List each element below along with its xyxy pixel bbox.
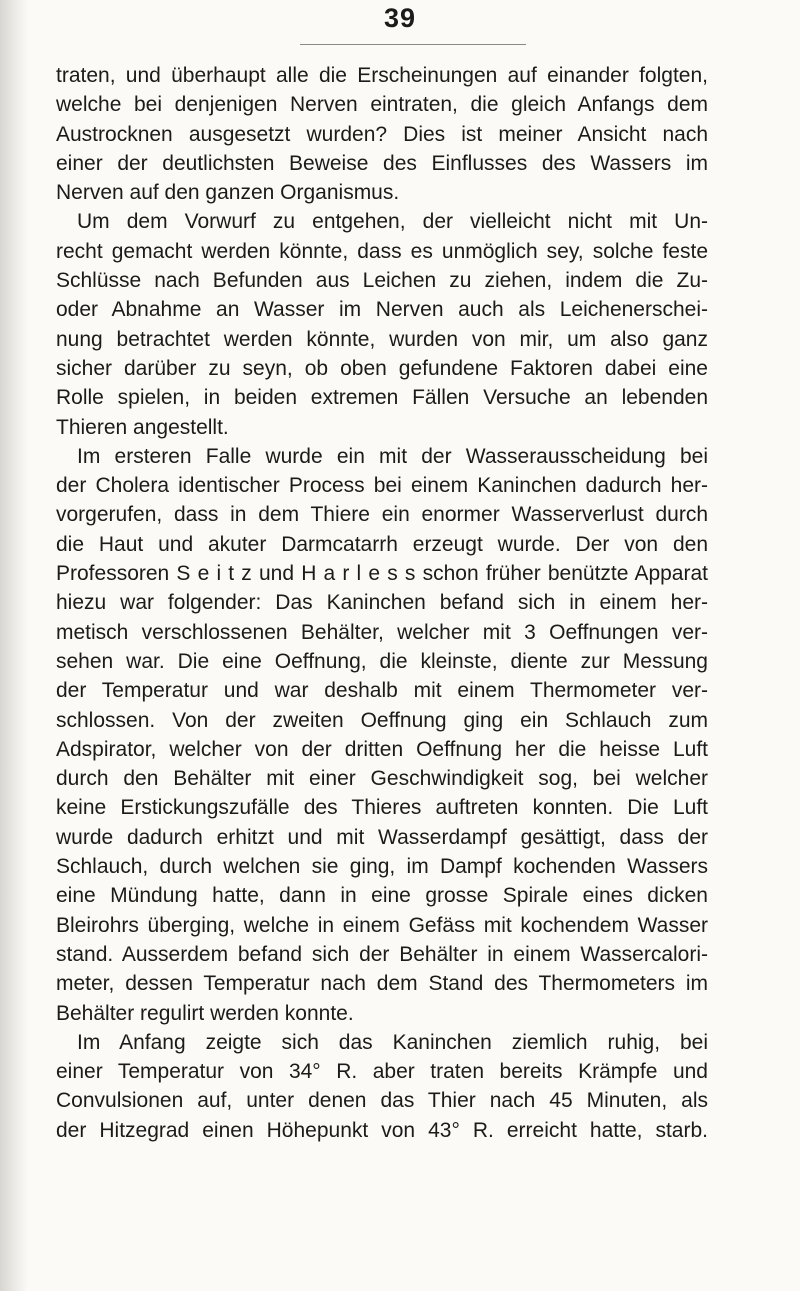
text-line: meter, dessen Temperatur nach dem Stand des Thermometers im	[56, 972, 708, 996]
header-rule	[300, 44, 526, 45]
text-line: Adspirator, welcher von der dritten Oeffnung her die heisse Luft	[56, 737, 708, 761]
text-line: welche bei denjenigen Nerven eintraten, die gleich Anfangs dem	[56, 93, 708, 117]
text-line: Austrocknen ausgesetzt wurden? Dies ist meiner Ansicht nach	[56, 122, 708, 146]
text-line: Rolle spielen, in beiden extremen Fällen Versuche an lebenden	[56, 386, 708, 410]
text-line: durch den Behälter mit einer Geschwindigkeit sog, bei welcher	[56, 767, 708, 791]
text-line: Nerven auf den ganzen Organismus.	[56, 181, 400, 205]
text-line: recht gemacht werden könnte, dass es unmöglich sey, solche feste	[56, 239, 708, 263]
text-line: die Haut und akuter Darmcatarrh erzeugt wurde. Der von den	[56, 532, 708, 556]
text-line: der Temperatur und war deshalb mit einem Thermometer ver-	[56, 679, 708, 703]
text-line: eine Mündung hatte, dann in eine grosse Spirale eines dicken	[56, 884, 708, 908]
text-line: oder Abnahme an Wasser im Nerven auch als Leichenerschei-	[56, 298, 708, 322]
page-number: 39	[383, 3, 417, 33]
text-line: traten, und überhaupt alle die Erscheinungen auf einander folgten,	[56, 64, 708, 87]
text-line: Um dem Vorwurf zu entgehen, der vielleicht nicht mit Un-	[77, 210, 708, 234]
text-line: Schlüsse nach Befunden aus Leichen zu ziehen, indem die Zu-	[56, 269, 708, 293]
text-line: Im ersteren Falle wurde ein mit der Wasserausscheidung bei	[77, 444, 708, 468]
text-line: vorgerufen, dass in dem Thiere ein enormer Wasserverlust durch	[56, 503, 708, 527]
text-line: Thieren angestellt.	[56, 415, 229, 439]
text-line: sehen war. Die eine Oeffnung, die kleinste, diente zur Messung	[56, 649, 708, 673]
text-line: hiezu war folgender: Das Kaninchen befand sich in einem her-	[56, 591, 708, 615]
text-line: Professoren S e i t z und H a r l e s s schon früher benützte Apparat	[56, 562, 708, 586]
text-line: nung betrachtet werden könnte, wurden von mir, um also ganz	[56, 327, 708, 351]
text-line: sicher darüber zu seyn, ob oben gefundene Faktoren dabei eine	[56, 356, 708, 380]
text-line: Behälter regulirt werden konnte.	[56, 1001, 354, 1025]
text-line: keine Erstickungszufälle des Thieres auftreten konnten. Die Luft	[56, 796, 708, 820]
binding-gutter	[0, 0, 28, 1291]
body-text	[56, 61, 708, 1145]
text-line: einer Temperatur von 34° R. aber traten bereits Krämpfe und	[56, 1060, 708, 1084]
text-line: Bleirohrs überging, welche in einem Gefäss mit kochendem Wasser	[56, 913, 708, 937]
text-line: der Cholera identischer Process bei einem Kaninchen dadurch her-	[56, 474, 708, 498]
text-line: metisch verschlossenen Behälter, welcher mit 3 Oeffnungen ver-	[56, 620, 708, 644]
text-line: der Hitzegrad einen Höhepunkt von 43° R. erreicht hatte, starb.	[56, 1118, 708, 1142]
text-line: Convulsionen auf, unter denen das Thier nach 45 Minuten, als	[56, 1089, 708, 1113]
text-line: schlossen. Von der zweiten Oeffnung ging ein Schlauch zum	[56, 708, 708, 732]
text-line: wurde dadurch erhitzt und mit Wasserdampf gesättigt, dass der	[56, 825, 708, 849]
text-line: stand. Ausserdem befand sich der Behälter in einem Wassercalori-	[56, 942, 708, 966]
text-line: Schlauch, durch welchen sie ging, im Dampf kochenden Wassers	[56, 855, 708, 879]
text-line: Im Anfang zeigte sich das Kaninchen ziemlich ruhig, bei	[77, 1030, 708, 1054]
text-line: einer der deutlichsten Beweise des Einflusses des Wassers im	[56, 151, 708, 175]
